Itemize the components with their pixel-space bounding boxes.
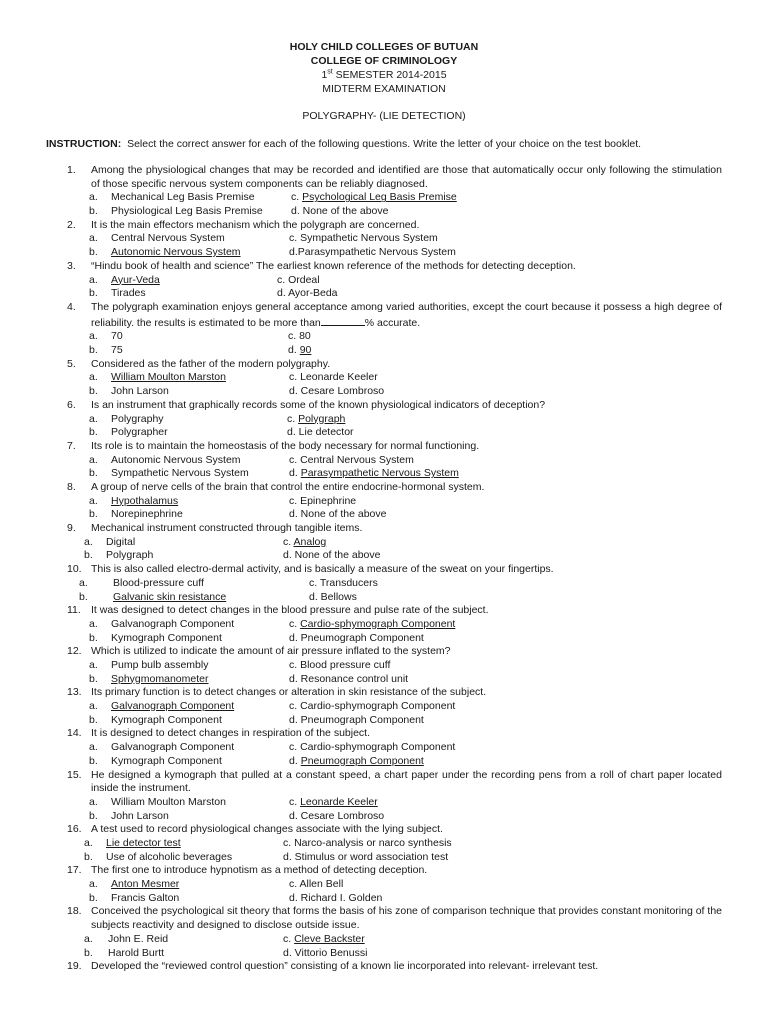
options-row [0, 287, 768, 301]
question-text: Its role is to maintain the homeostasis of the body necessary for normal functioning. [91, 439, 480, 452]
option-letter: a. [89, 658, 98, 671]
question-11 [0, 604, 768, 645]
option-text: d. Richard I. Golden [289, 891, 383, 904]
question-14 [0, 727, 768, 768]
option-text: Physiological Leg Basis Premise [111, 205, 263, 218]
question-stem [0, 301, 768, 330]
question-4 [0, 301, 768, 358]
option-text: c. Blood pressure cuff [289, 658, 391, 671]
option-letter: b. [89, 672, 98, 685]
option-letter: a. [89, 878, 98, 891]
question-text: The first one to introduce hypnotism as a method of detecting deception. [91, 864, 428, 877]
option-text: c. Transducers [309, 576, 378, 589]
option-letter: b. [84, 549, 93, 562]
options-row [0, 810, 768, 824]
option-text: d. Pneumograph Component [289, 754, 424, 767]
question-stem [0, 769, 768, 796]
question-number: 3. [67, 259, 76, 272]
option-letter: a. [79, 576, 88, 589]
option-text: c. Central Nervous System [289, 453, 414, 466]
instruction-text: Select the correct answer for each of the following questions. Write the letter of your choice on the test booklet. [127, 138, 642, 150]
question-1 [0, 164, 768, 219]
options-row [0, 246, 768, 260]
question-number: 5. [67, 357, 76, 370]
option-letter: a. [89, 741, 98, 754]
option-letter: b. [89, 467, 98, 480]
options-row [0, 714, 768, 728]
question-stem [0, 645, 768, 659]
option-text: c. 80 [288, 330, 311, 343]
option-text: d. Lie detector [287, 426, 354, 439]
option-text: Pump bulb assembly [111, 658, 209, 671]
question-number: 7. [67, 439, 76, 452]
option-letter: a. [89, 371, 98, 384]
question-text: A test used to record physiological changes associate with the lying subject. [91, 823, 443, 836]
option-text: Norepinephrine [111, 508, 183, 521]
options-row [0, 632, 768, 646]
option-text: Blood-pressure cuff [113, 576, 204, 589]
option-letter: b. [79, 590, 88, 603]
option-text: Mechanical Leg Basis Premise [111, 191, 255, 204]
option-text: d. Ayor-Beda [277, 287, 338, 300]
question-13 [0, 686, 768, 727]
question-number: 16. [67, 823, 82, 836]
correct-answer-underline: Parasympathetic Nervous System [300, 467, 459, 480]
option-text: Hypothalamus [111, 494, 179, 507]
question-stem [0, 563, 768, 577]
option-text: Use of alcoholic beverages [106, 850, 233, 863]
options-row [0, 618, 768, 632]
option-letter: a. [89, 273, 98, 286]
option-letter: a. [89, 330, 98, 343]
option-text: c. Epinephrine [289, 494, 357, 507]
options-row [0, 274, 768, 288]
option-text: Kymograph Component [111, 631, 222, 644]
question-stem [0, 399, 768, 413]
option-text: c. Cardio-sphymograph Component [289, 741, 456, 754]
question-number: 14. [67, 727, 82, 740]
question-text: It is the main effectors mechanism which the polygraph are concerned. [91, 218, 420, 231]
question-10 [0, 563, 768, 604]
option-text: c. Cleve Backster [283, 932, 365, 945]
option-text: Autonomic Nervous System [111, 246, 241, 259]
option-text: d. Pneumograph Component [289, 631, 424, 644]
question-text: A group of nerve cells of the brain that control the entire endocrine-hormonal system. [91, 480, 485, 493]
option-text: d. Cesare Lombroso [289, 385, 385, 398]
correct-answer-underline: Polygraph [298, 412, 346, 425]
question-number: 1. [67, 164, 76, 176]
option-letter: b. [89, 809, 98, 822]
option-letter: b. [89, 287, 98, 300]
options-row [0, 205, 768, 219]
option-letter: a. [89, 700, 98, 713]
question-text: Conceived the psychological sit theory that forms the basis of his zone of comparison technique that provides constant monitoring of the subjects reactivity and designed to disclose outside issue. [91, 905, 722, 932]
option-text: Anton Mesmer [111, 878, 180, 891]
option-text: Galvanograph Component [111, 617, 235, 630]
question-stem [0, 960, 768, 974]
exam-title: MIDTERM EXAMINATION [322, 83, 446, 95]
question-number: 6. [67, 398, 76, 411]
options-row [0, 851, 768, 865]
options-row [0, 933, 768, 947]
answer-blank [321, 315, 365, 326]
options-row [0, 741, 768, 755]
option-text: d. None of the above [289, 508, 387, 521]
option-letter: a. [84, 836, 93, 849]
question-text: He designed a kymograph that pulled at a constant speed, a chart paper under the recording pens from a roll of chart paper located inside the instrument. [91, 768, 722, 795]
option-text: Tirades [111, 287, 146, 300]
option-letter: a. [84, 535, 93, 548]
option-text: d. None of the above [291, 205, 389, 218]
option-text: Francis Galton [111, 891, 180, 904]
correct-answer-underline: Pneumograph Component [300, 754, 424, 767]
instruction-label: INSTRUCTION: [46, 138, 122, 150]
option-text: d. Cesare Lombroso [289, 809, 385, 822]
question-number: 18. [67, 905, 82, 918]
option-text: John Larson [111, 385, 169, 398]
question-text: Its primary function is to detect changes or alteration in skin resistance of the subject. [91, 686, 487, 699]
option-letter: b. [89, 246, 98, 259]
option-letter: b. [89, 344, 98, 357]
options-row [0, 591, 768, 605]
option-text: Polygraph [106, 549, 154, 562]
option-text: d. Resonance control unit [289, 672, 409, 685]
option-text: c. Narco-analysis or narco synthesis [283, 836, 452, 849]
question-text: It was designed to detect changes in the blood pressure and pulse rate of the subject. [91, 604, 489, 617]
question-stem [0, 481, 768, 495]
options-row [0, 700, 768, 714]
question-8 [0, 481, 768, 522]
question-stem [0, 604, 768, 618]
option-letter: a. [89, 191, 98, 204]
correct-answer-underline: Cleve Backster [294, 932, 365, 945]
question-number: 17. [67, 864, 82, 877]
question-16 [0, 823, 768, 864]
options-row [0, 947, 768, 961]
option-text: Kymograph Component [111, 754, 222, 767]
question-text: Among the physiological changes that may be recorded and identified are those that automatically occur only following the stimulation of those specific nervous system components can be reliably diagnosed. [91, 164, 722, 190]
options-row [0, 892, 768, 906]
options-row [0, 330, 768, 344]
correct-answer-underline: Leonarde Keeler [300, 795, 378, 808]
option-letter: a. [89, 453, 98, 466]
subject-title: POLYGRAPHY- (LIE DETECTION) [302, 110, 466, 122]
question-stem [0, 823, 768, 837]
options-row [0, 232, 768, 246]
options-row [0, 371, 768, 385]
option-text: Polygraphy [111, 412, 164, 425]
options-row [0, 755, 768, 769]
option-text: d. None of the above [283, 549, 381, 562]
options-row [0, 549, 768, 563]
option-text: c. Polygraph [287, 412, 346, 425]
question-stem [0, 686, 768, 700]
question-19 [0, 960, 768, 974]
question-15 [0, 769, 768, 824]
question-number: 8. [67, 480, 76, 493]
option-letter: b. [84, 850, 93, 863]
option-text: William Moulton Marston [111, 371, 226, 384]
option-letter: a. [84, 932, 93, 945]
option-text: d. Stimulus or word association test [283, 850, 449, 863]
correct-answer-underline: Psychological Leg Basis Premise [302, 191, 457, 204]
question-2 [0, 219, 768, 260]
option-text: 70 [111, 330, 123, 343]
options-row [0, 385, 768, 399]
question-stem [0, 219, 768, 233]
question-6 [0, 399, 768, 440]
option-text: Lie detector test [106, 836, 181, 849]
options-row [0, 837, 768, 851]
options-row [0, 413, 768, 427]
option-letter: b. [89, 713, 98, 726]
question-text-end: % accurate. [364, 316, 421, 329]
options-row [0, 878, 768, 892]
option-text: Digital [106, 535, 136, 548]
question-number: 13. [67, 686, 82, 699]
correct-answer-underline: Analog [293, 535, 327, 548]
option-text: d.Parasympathetic Nervous System [289, 246, 456, 259]
option-text: c. Leonarde Keeler [289, 371, 378, 384]
question-stem [0, 522, 768, 536]
options-row [0, 659, 768, 673]
option-text: c. Psychological Leg Basis Premise [291, 191, 457, 204]
question-text: “Hindu book of health and science” The earliest known reference of the methods for detecting deception. [91, 259, 576, 272]
option-text: Polygrapher [111, 426, 168, 439]
option-letter: b. [89, 205, 98, 218]
options-row [0, 454, 768, 468]
question-number: 10. [67, 563, 82, 576]
option-letter: a. [89, 232, 98, 245]
option-letter: a. [89, 795, 98, 808]
options-row [0, 467, 768, 481]
option-text: John Larson [111, 809, 169, 822]
options-row [0, 508, 768, 522]
question-text: Is an instrument that graphically records some of the known physiological indicators of deception? [91, 398, 546, 411]
correct-answer-underline: 90 [299, 344, 312, 357]
question-stem [0, 440, 768, 454]
option-text: Galvanograph Component [111, 700, 235, 713]
question-text: Mechanical instrument constructed through tangible items. [91, 522, 363, 535]
question-text: The polygraph examination enjoys general acceptance among varied authorities, except the court because it possess a high degree of reliability. the results is estimated to be more than [91, 300, 722, 329]
option-letter: b. [89, 631, 98, 644]
option-letter: b. [89, 891, 98, 904]
question-12 [0, 645, 768, 686]
option-letter: a. [89, 617, 98, 630]
option-text: John E. Reid [108, 932, 169, 945]
instruction [46, 137, 736, 151]
option-letter: b. [89, 426, 98, 439]
question-number: 12. [67, 645, 82, 658]
question-17 [0, 864, 768, 905]
option-letter: a. [89, 412, 98, 425]
option-text: d. Bellows [309, 590, 357, 603]
option-letter: b. [84, 946, 93, 959]
option-text: Ayur-Veda [111, 273, 160, 286]
option-text: c. Allen Bell [289, 878, 344, 891]
options-row [0, 796, 768, 810]
option-letter: b. [89, 508, 98, 521]
question-stem [0, 164, 768, 191]
question-stem [0, 358, 768, 372]
question-3 [0, 260, 768, 301]
question-stem [0, 864, 768, 878]
options-row [0, 577, 768, 591]
option-text: c. Cardio-sphymograph Component [289, 700, 456, 713]
question-text: Developed the “reviewed control question” consisting of a known lie incorporated into relevant- irrelevant test. [91, 960, 599, 973]
question-number: 15. [67, 768, 82, 781]
question-list [0, 164, 768, 974]
option-text: d. Pneumograph Component [289, 713, 424, 726]
option-text: Galvanograph Component [111, 741, 235, 754]
question-stem [0, 905, 768, 932]
option-text: c. Sympathetic Nervous System [289, 232, 438, 245]
option-text: Harold Burtt [108, 946, 165, 959]
option-text: William Moulton Marston [111, 795, 226, 808]
options-row [0, 536, 768, 550]
school-name: HOLY CHILD COLLEGES OF BUTUAN [289, 41, 479, 53]
question-18 [0, 905, 768, 960]
correct-answer-underline: Cardio-sphymograph Component [300, 617, 456, 630]
option-text: Galvanic skin resistance [113, 590, 227, 603]
semester-line: 1st SEMESTER 2014-2015 [321, 68, 447, 81]
option-text: d. Parasympathetic Nervous System [289, 467, 459, 480]
option-text: d. 90 [288, 344, 312, 357]
option-text: c. Ordeal [277, 273, 320, 286]
question-stem [0, 260, 768, 274]
option-text: Sympathetic Nervous System [111, 467, 249, 480]
options-row [0, 344, 768, 358]
question-7 [0, 440, 768, 481]
option-letter: a. [89, 494, 98, 507]
option-text: Kymograph Component [111, 713, 222, 726]
question-number: 4. [67, 300, 76, 313]
option-text: 75 [111, 344, 123, 357]
question-9 [0, 522, 768, 563]
option-text: c. Analog [283, 535, 327, 548]
question-text: Considered as the father of the modern polygraphy. [91, 357, 331, 370]
question-stem [0, 727, 768, 741]
college-name: COLLEGE OF CRIMINOLOGY [310, 55, 458, 67]
question-number: 19. [67, 960, 82, 973]
options-row [0, 191, 768, 205]
option-text: d. Vittorio Benussi [283, 946, 368, 959]
question-number: 11. [67, 604, 81, 617]
options-row [0, 495, 768, 509]
options-row [0, 426, 768, 440]
option-text: Central Nervous System [111, 232, 225, 245]
option-text: c. Cardio-sphymograph Component [289, 617, 456, 630]
option-text: Autonomic Nervous System [111, 453, 241, 466]
option-text: c. Leonarde Keeler [289, 795, 378, 808]
question-text: This is also called electro-dermal activity, and is basically a measure of the sweat on your fingertips. [91, 563, 554, 576]
question-number: 9. [67, 522, 76, 535]
question-text: Which is utilized to indicate the amount of air pressure inflated to the system? [91, 645, 451, 658]
option-letter: b. [89, 385, 98, 398]
question-number: 2. [67, 218, 76, 231]
question-text: It is designed to detect changes in respiration of the subject. [91, 727, 371, 740]
option-text: Sphygmomanometer [111, 672, 209, 685]
question-5 [0, 358, 768, 399]
options-row [0, 673, 768, 687]
option-letter: b. [89, 754, 98, 767]
